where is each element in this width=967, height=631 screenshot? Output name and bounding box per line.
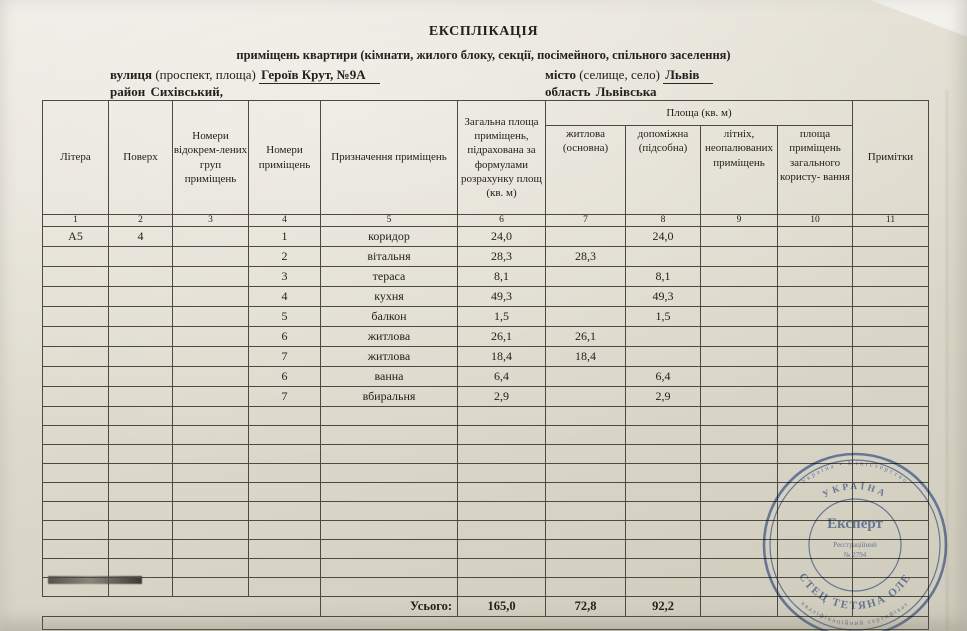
table-cell: [546, 559, 626, 578]
table-cell: [109, 559, 173, 578]
total-area-value: 165,0: [458, 597, 546, 617]
table-cell: [626, 464, 701, 483]
expert-round-stamp: [760, 450, 950, 631]
total-living-value: 72,8: [546, 597, 626, 617]
street-label: вулиця: [110, 67, 153, 82]
table-cell: [43, 367, 109, 387]
table-cell: [173, 559, 249, 578]
header-common: площа приміщень загального користу- вання: [778, 126, 853, 215]
column-number-cell: 11: [853, 215, 929, 227]
table-cell: [626, 407, 701, 426]
stamp-name-arc-text: СТЕЦ ТЕТЯНА ОЛЕ: [796, 571, 914, 613]
city-line: [545, 67, 713, 83]
header-letter: Літера: [43, 101, 109, 215]
table-cell: [626, 445, 701, 464]
table-cell: [109, 483, 173, 502]
header-area-group: Площа (кв. м): [546, 101, 853, 126]
header-total-area: Загальна площа приміщень, підрахована за формулами розрахунку площ (кв. м): [458, 101, 546, 215]
table-cell: 28,3: [458, 247, 546, 267]
empty-row: [43, 407, 929, 426]
table-cell: [43, 347, 109, 367]
table-cell: 7: [249, 387, 321, 407]
table-cell: [778, 287, 853, 307]
stamp-registry-label: Реєстраційний: [833, 541, 877, 549]
table-cell: 7: [249, 347, 321, 367]
table-cell: [173, 407, 249, 426]
table-cell: житлова: [321, 327, 458, 347]
total-auxiliary-value: 92,2: [626, 597, 701, 617]
table-cell: [853, 287, 929, 307]
table-row: [43, 287, 929, 307]
table-cell: [43, 445, 109, 464]
table-cell: [321, 578, 458, 597]
table-cell: [109, 464, 173, 483]
header-auxiliary: допоміжна (підсобна): [626, 126, 701, 215]
table-cell: [546, 387, 626, 407]
table-cell: [626, 502, 701, 521]
table-cell: [778, 367, 853, 387]
header-room-numbers: Номери приміщень: [249, 101, 321, 215]
table-cell: [546, 464, 626, 483]
total-label: Усього:: [321, 597, 458, 617]
table-cell: [701, 227, 778, 247]
table-cell: [853, 347, 929, 367]
column-number-cell: 3: [173, 215, 249, 227]
table-cell: [173, 483, 249, 502]
table-cell: 49,3: [626, 287, 701, 307]
column-number-cell: 2: [109, 215, 173, 227]
table-cell: 8,1: [458, 267, 546, 287]
header-notes: Примітки: [853, 101, 929, 215]
table-cell: [249, 578, 321, 597]
table-cell: [626, 540, 701, 559]
table-cell: [458, 407, 546, 426]
table-cell: 28,3: [546, 247, 626, 267]
table-cell: [778, 307, 853, 327]
table-cell: [43, 267, 109, 287]
table-cell: [853, 247, 929, 267]
table-row: [43, 387, 929, 407]
table-cell: балкон: [321, 307, 458, 327]
table-cell: [626, 327, 701, 347]
table-cell: [853, 227, 929, 247]
table-cell: [109, 267, 173, 287]
region-value: Львівська: [594, 84, 671, 101]
table-cell: [321, 445, 458, 464]
table-cell: [43, 578, 109, 597]
table-cell: [778, 247, 853, 267]
header-living: житлова (основна): [546, 126, 626, 215]
table-cell: [173, 227, 249, 247]
table-cell: [853, 267, 929, 287]
table-cell: [546, 267, 626, 287]
table-row: [43, 347, 929, 367]
table-cell: [778, 327, 853, 347]
table-cell: [173, 347, 249, 367]
table-cell: А5: [43, 227, 109, 247]
table-cell: [853, 327, 929, 347]
table-cell: 24,0: [626, 227, 701, 247]
region-label: область: [545, 84, 591, 99]
table-cell: [853, 307, 929, 327]
table-cell: [546, 521, 626, 540]
table-cell: [701, 267, 778, 287]
table-cell: 18,4: [458, 347, 546, 367]
table-cell: [321, 559, 458, 578]
table-cell: [109, 521, 173, 540]
table-cell: [109, 426, 173, 445]
city-hint: (селище, село): [579, 67, 660, 82]
table-cell: [546, 307, 626, 327]
table-cell: [546, 540, 626, 559]
table-cell: [173, 287, 249, 307]
table-cell: 26,1: [458, 327, 546, 347]
header-row-1: [43, 101, 929, 126]
table-cell: [43, 540, 109, 559]
table-cell: [701, 387, 778, 407]
table-cell: [109, 327, 173, 347]
table-cell: [43, 307, 109, 327]
table-cell: 26,1: [546, 327, 626, 347]
table-cell: [173, 247, 249, 267]
table-cell: [626, 426, 701, 445]
table-cell: [249, 407, 321, 426]
table-cell: [321, 426, 458, 445]
table-cell: [173, 502, 249, 521]
region-line: [545, 84, 671, 100]
table-cell: [249, 559, 321, 578]
table-cell: [321, 407, 458, 426]
table-cell: [778, 227, 853, 247]
table-cell: [109, 387, 173, 407]
table-row: [43, 227, 929, 247]
table-cell: [546, 483, 626, 502]
table-cell: [853, 387, 929, 407]
table-cell: [109, 445, 173, 464]
table-cell: [249, 540, 321, 559]
table-cell: [626, 347, 701, 367]
table-cell: житлова: [321, 347, 458, 367]
city-value: Львів: [663, 67, 713, 84]
table-cell: [173, 267, 249, 287]
table-cell: [109, 540, 173, 559]
table-cell: 24,0: [458, 227, 546, 247]
stamp-center-text: Експерт: [827, 516, 883, 532]
header-group-numbers: Номери відокрем-лених груп приміщень: [173, 101, 249, 215]
table-cell: [173, 307, 249, 327]
table-cell: [546, 407, 626, 426]
empty-row: [43, 426, 929, 445]
column-number-cell: 10: [778, 215, 853, 227]
table-cell: [778, 267, 853, 287]
table-cell: [249, 521, 321, 540]
table-cell: [458, 445, 546, 464]
table-row: [43, 307, 929, 327]
district-line: [110, 84, 237, 100]
table-cell: [173, 464, 249, 483]
table-cell: [109, 347, 173, 367]
table-cell: [546, 445, 626, 464]
table-header: [43, 101, 929, 227]
total-spacer: [43, 597, 321, 617]
column-number-row: [43, 215, 929, 227]
table-cell: [458, 540, 546, 559]
table-cell: [701, 307, 778, 327]
table-cell: [701, 287, 778, 307]
table-cell: [546, 227, 626, 247]
table-cell: [321, 521, 458, 540]
table-cell: [458, 559, 546, 578]
table-cell: [43, 327, 109, 347]
table-cell: [458, 426, 546, 445]
table-cell: [249, 445, 321, 464]
table-cell: [626, 483, 701, 502]
column-number-cell: 1: [43, 215, 109, 227]
table-cell: [546, 367, 626, 387]
table-cell: 2: [249, 247, 321, 267]
table-cell: [626, 247, 701, 267]
table-cell: 2,9: [626, 387, 701, 407]
table-row: [43, 327, 929, 347]
street-hint: (проспект, площа): [155, 67, 256, 82]
table-cell: 3: [249, 267, 321, 287]
table-cell: [43, 426, 109, 445]
table-cell: [109, 287, 173, 307]
district-label: район: [110, 84, 146, 99]
table-cell: 5: [249, 307, 321, 327]
table-cell: [321, 464, 458, 483]
table-cell: [321, 502, 458, 521]
stamp-ring-bottom-text: кваліфікаційний сертифікат: [799, 600, 911, 628]
table-cell: [546, 287, 626, 307]
table-cell: [43, 247, 109, 267]
table-cell: 49,3: [458, 287, 546, 307]
table-cell: ванна: [321, 367, 458, 387]
table-cell: [249, 464, 321, 483]
table-cell: [109, 247, 173, 267]
table-cell: [173, 426, 249, 445]
table-cell: [109, 578, 173, 597]
table-row: [43, 267, 929, 287]
table-cell: [701, 327, 778, 347]
table-cell: тераса: [321, 267, 458, 287]
table-cell: 6: [249, 367, 321, 387]
table-cell: [173, 445, 249, 464]
table-cell: [546, 426, 626, 445]
stamp-country-arc-text: УКРАЇНА: [821, 481, 889, 501]
table-cell: [173, 521, 249, 540]
table-cell: [43, 559, 109, 578]
table-cell: [109, 502, 173, 521]
table-cell: [626, 578, 701, 597]
table-cell: [173, 578, 249, 597]
table-cell: [853, 407, 929, 426]
table-cell: 2,9: [458, 387, 546, 407]
table-cell: [249, 483, 321, 502]
table-cell: [173, 540, 249, 559]
table-cell: 8,1: [626, 267, 701, 287]
table-cell: [626, 521, 701, 540]
table-cell: вбиральня: [321, 387, 458, 407]
table-cell: [853, 426, 929, 445]
column-number-cell: 8: [626, 215, 701, 227]
table-cell: [43, 387, 109, 407]
table-cell: [173, 367, 249, 387]
column-number-cell: 6: [458, 215, 546, 227]
column-number-cell: 9: [701, 215, 778, 227]
column-number-cell: 4: [249, 215, 321, 227]
header-summer: літніх, неопалюваних приміщень: [701, 126, 778, 215]
table-cell: [321, 483, 458, 502]
header-floor: Поверх: [109, 101, 173, 215]
table-cell: 1,5: [626, 307, 701, 327]
table-cell: [43, 464, 109, 483]
table-cell: [778, 426, 853, 445]
table-cell: [109, 307, 173, 327]
stamp-ring-top-text: Україна • Міністерство: [800, 459, 910, 486]
district-value: Сихівський,: [148, 84, 237, 101]
table-cell: [458, 502, 546, 521]
table-cell: [701, 407, 778, 426]
table-cell: [249, 502, 321, 521]
table-cell: [778, 407, 853, 426]
column-number-cell: 5: [321, 215, 458, 227]
document-subtitle: приміщень квартири (кімнати, жилого блоку, секції, посімейного, спільного заселення): [236, 48, 731, 62]
table-cell: [249, 426, 321, 445]
table-cell: 4: [109, 227, 173, 247]
table-cell: [109, 367, 173, 387]
table-cell: вітальня: [321, 247, 458, 267]
street-value: Героїв Крут, №9А: [259, 67, 380, 84]
street-line: [110, 67, 380, 83]
table-cell: [701, 247, 778, 267]
stamp-registry-number: № 2794: [843, 551, 867, 559]
table-row: [43, 367, 929, 387]
city-label: місто: [545, 67, 576, 82]
table-cell: [321, 540, 458, 559]
table-cell: 4: [249, 287, 321, 307]
table-cell: [173, 387, 249, 407]
table-cell: [458, 483, 546, 502]
table-cell: [546, 502, 626, 521]
table-cell: 1: [249, 227, 321, 247]
table-cell: [173, 327, 249, 347]
header-purpose: Призначення приміщень: [321, 101, 458, 215]
table-cell: [109, 407, 173, 426]
table-cell: [701, 367, 778, 387]
table-cell: [853, 367, 929, 387]
table-cell: [458, 521, 546, 540]
table-cell: [546, 578, 626, 597]
table-cell: [701, 426, 778, 445]
table-cell: [43, 407, 109, 426]
table-cell: [43, 521, 109, 540]
table-cell: [43, 483, 109, 502]
table-cell: кухня: [321, 287, 458, 307]
column-number-cell: 7: [546, 215, 626, 227]
table-cell: [701, 347, 778, 367]
table-row: [43, 247, 929, 267]
document-title: ЕКСПЛІКАЦІЯ: [428, 24, 539, 39]
table-cell: [778, 387, 853, 407]
table-cell: [43, 287, 109, 307]
table-cell: 6,4: [458, 367, 546, 387]
table-cell: 6,4: [626, 367, 701, 387]
table-cell: 1,5: [458, 307, 546, 327]
table-cell: 6: [249, 327, 321, 347]
table-cell: [458, 578, 546, 597]
table-cell: [626, 559, 701, 578]
table-cell: [458, 464, 546, 483]
table-cell: коридор: [321, 227, 458, 247]
table-cell: [43, 502, 109, 521]
table-cell: 18,4: [546, 347, 626, 367]
table-cell: [778, 347, 853, 367]
